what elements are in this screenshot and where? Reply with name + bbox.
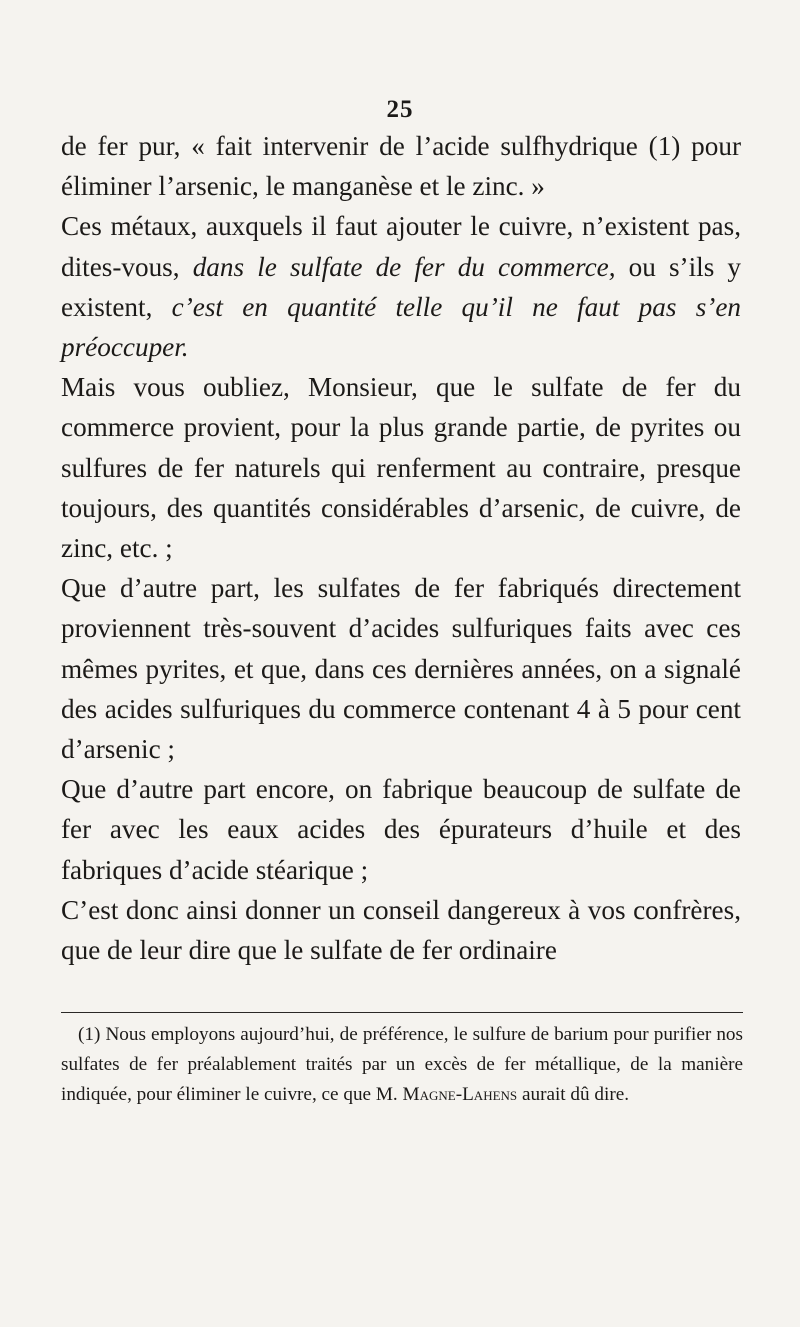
footnote-author-name: Magne-Lahens — [402, 1084, 518, 1105]
text-segment: Mais vous oubliez, Monsieur, que le sulfate de fer du commerce provient, pour la plus grande partie, de pyrites ou sulfures de fer naturels qui renferment au contraire, presque toujours, des quantités considérables d’arsenic, de cuivre, de zinc, etc. ; — [61, 372, 741, 564]
paragraph-4 — [61, 568, 741, 769]
footnote-text: (1) Nous employons aujourd’hui, de préférence, le sulfure de barium pour purifier nos sulfates de fer préalablement traités par un excès de fer métallique, de la manière indiquée, pour éliminer le cuivre, ce que M. — [61, 1024, 743, 1105]
text-segment: ou s’ils y existent, — [61, 251, 742, 322]
text-segment: Que d’autre part encore, on fabrique beaucoup de sulfate de fer avec les eaux acides des épurateurs d’huile et des fabriques d’acide stéarique ; — [61, 774, 741, 885]
text-segment: Que d’autre part, les sulfates de fer fabriqués directement proviennent très-souvent d’acides sulfuriques faits avec ces mêmes pyrites, et que, dans ces dernières années, on a signalé des acides sulfuriques du commerce contenant 4 à 5 pour cent d’arsenic ; — [61, 573, 741, 765]
italic-segment: c’est en quantité telle qu’il ne faut pas s’en préoccuper. — [61, 291, 741, 363]
paragraph-5 — [61, 769, 741, 890]
text-segment: Ces métaux, auxquels il faut ajouter le cuivre, n’existent pas, dites-vous, — [61, 211, 741, 282]
body-text — [61, 126, 741, 970]
paragraph-6 — [61, 890, 741, 970]
footnote-paragraph — [61, 1020, 743, 1110]
page-number: 25 — [386, 96, 414, 123]
paragraph-3 — [61, 367, 741, 568]
paragraph-1 — [61, 126, 741, 206]
footnote-divider — [61, 1012, 743, 1013]
text-segment: de fer pur, « fait intervenir de l’acide sulfhydrique (1) pour éliminer l’arsenic, le manganèse et le zinc. » — [61, 131, 741, 202]
italic-segment: dans le sulfate de fer du commerce, — [192, 251, 616, 282]
paragraph-2 — [61, 206, 741, 367]
footnote — [61, 1020, 743, 1110]
text-segment: C’est donc ainsi donner un conseil dangereux à vos confrères, que de leur dire que le sulfate de fer ordinaire — [61, 894, 741, 966]
footnote-text: aurait dû dire. — [517, 1084, 630, 1105]
